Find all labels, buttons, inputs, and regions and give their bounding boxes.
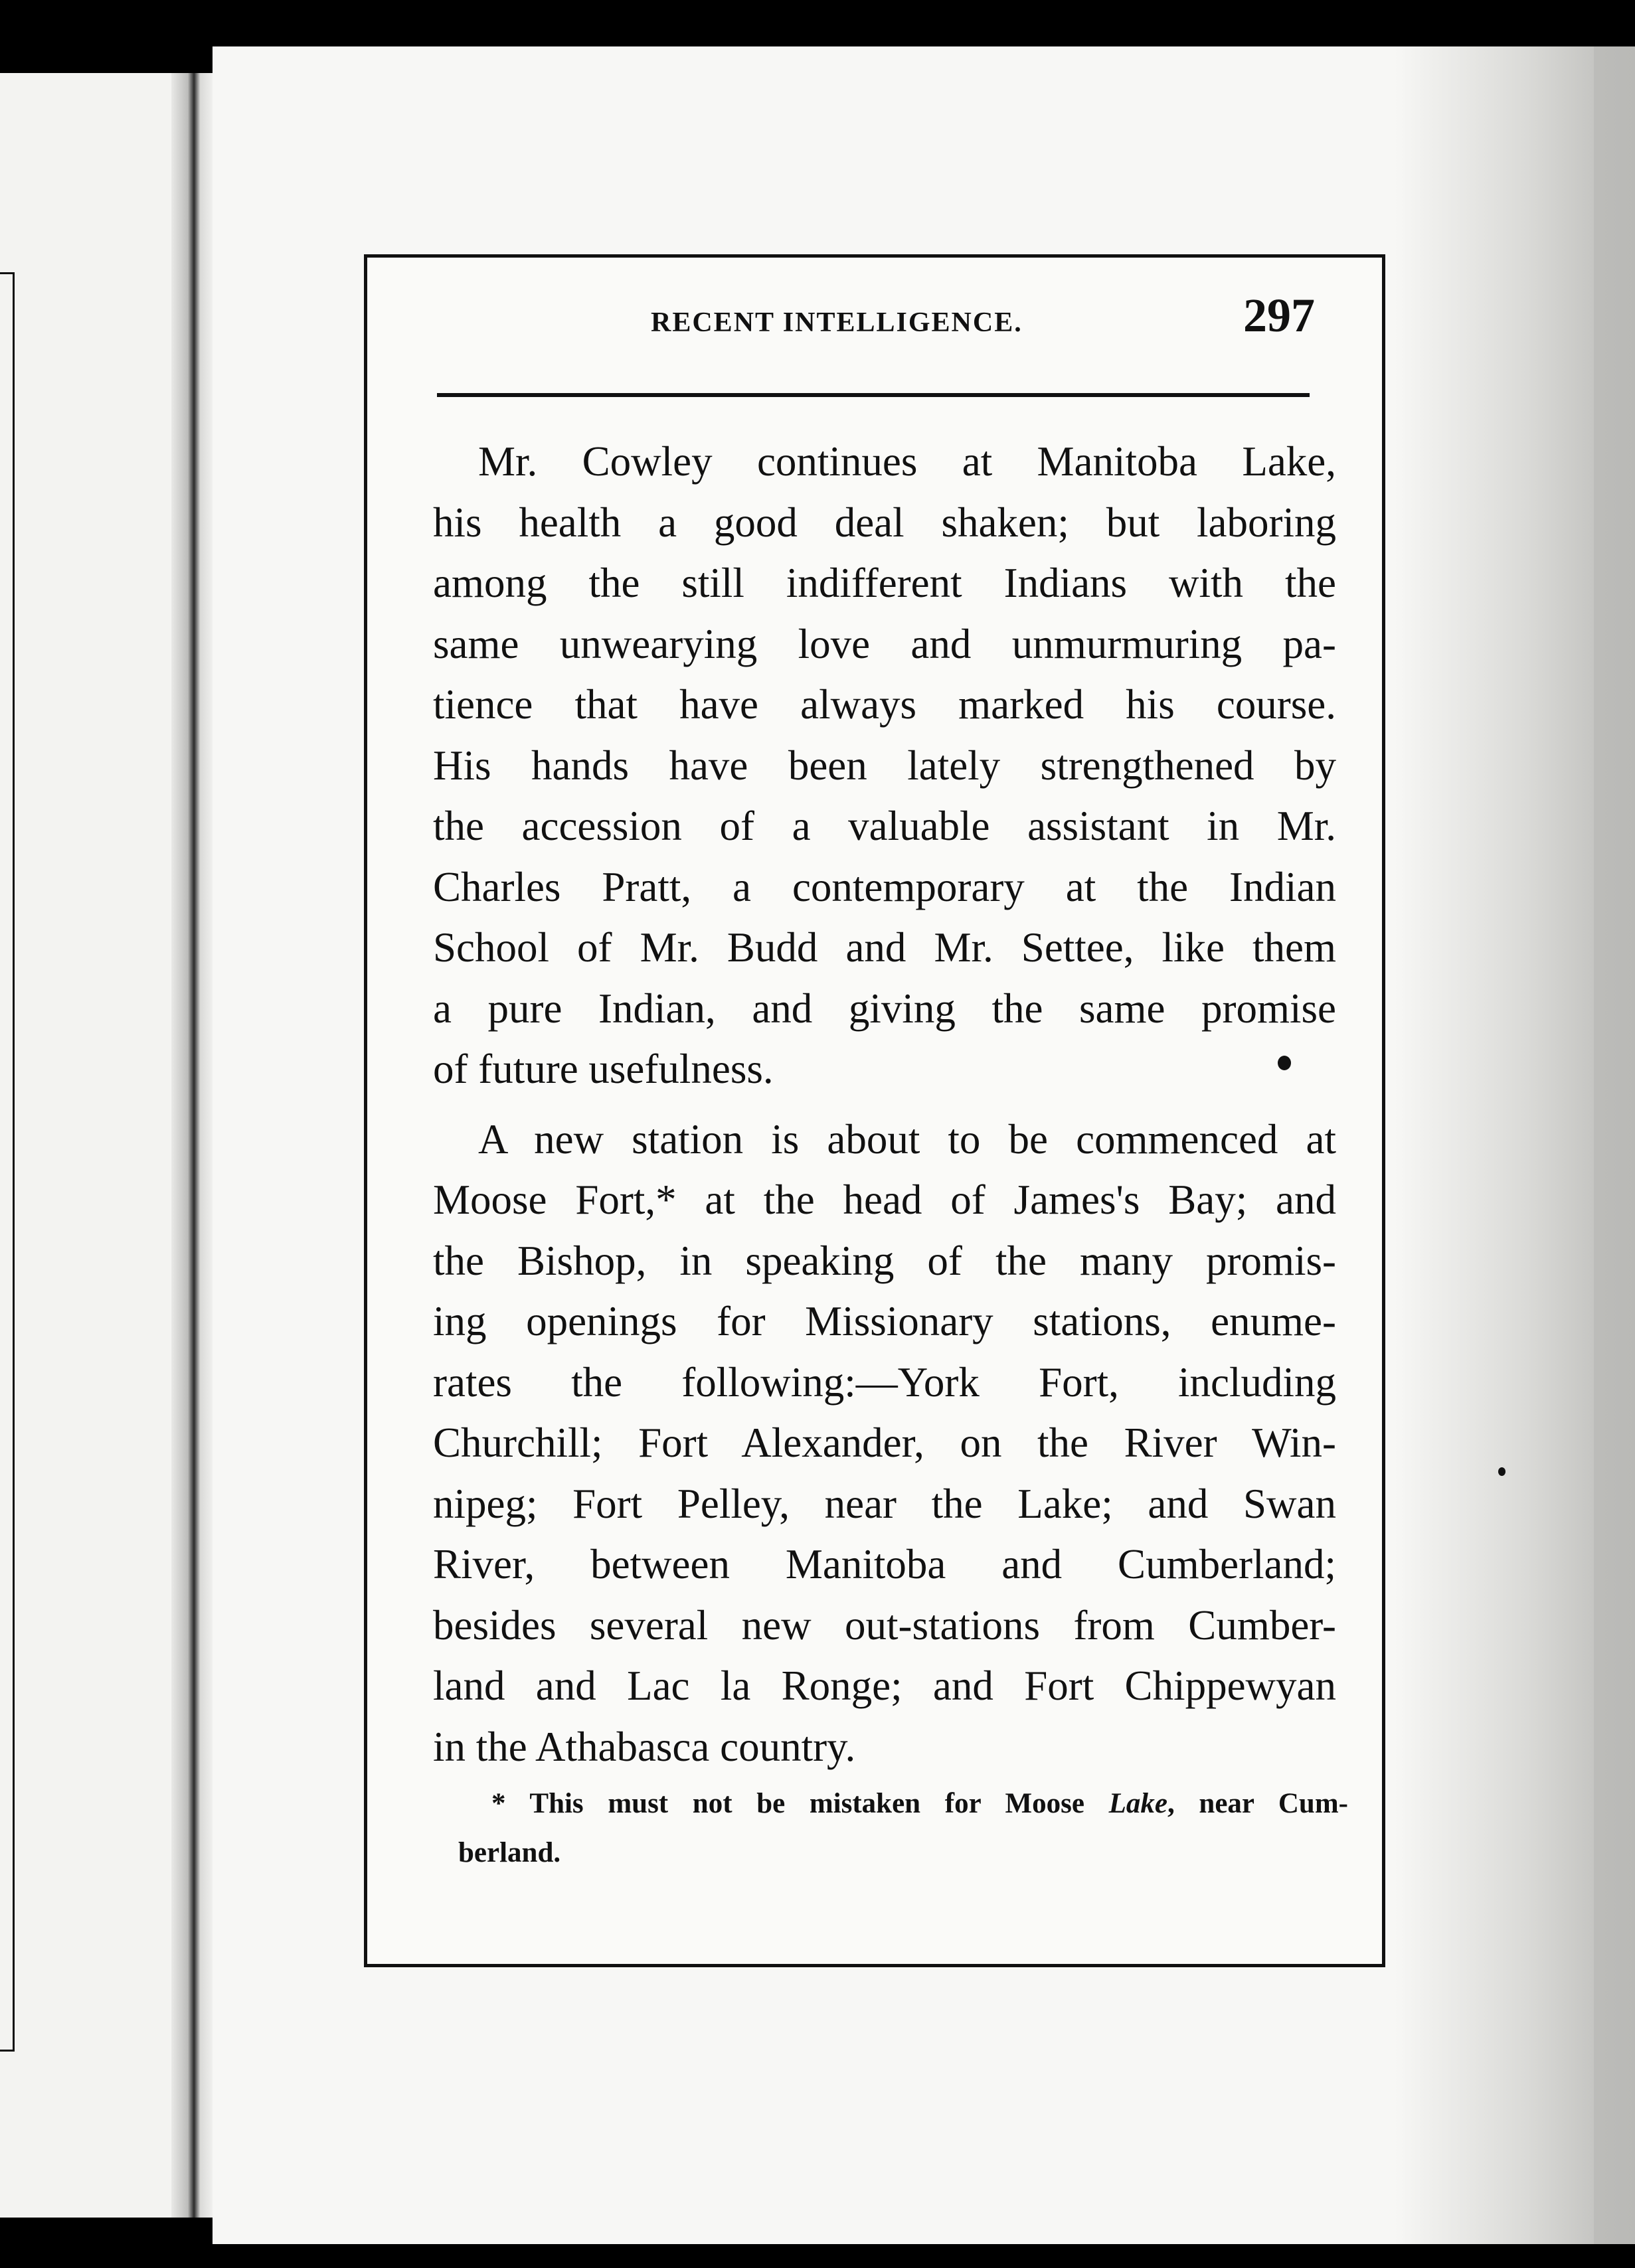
text-line: in the Athabasca country. [433, 1723, 856, 1770]
footnote-line: berland. [458, 1837, 561, 1868]
text-line: land and Lac la Ronge; and Fort Chippewyan [433, 1662, 1336, 1709]
text-line: nipeg; Fort Pelley, near the Lake; and Swan [433, 1480, 1336, 1527]
text-line: same unwearying love and unmurmuring pa- [433, 620, 1336, 667]
text-line: besides several new out-stations from Cumber- [433, 1601, 1336, 1649]
page-edge-shading [1395, 46, 1635, 2244]
footnote-italic-word: Lake [1108, 1788, 1167, 1819]
text-line: tience that have always marked his course. [433, 681, 1336, 728]
running-head-title: RECENT INTELLIGENCE. [651, 307, 1023, 338]
text-line: Churchill; Fort Alexander, on the River Win- [433, 1419, 1336, 1466]
page-number: 297 [1243, 289, 1315, 342]
text-line: a pure Indian, and giving the same promise [433, 985, 1336, 1032]
text-line: School of Mr. Budd and Mr. Settee, like them [433, 924, 1336, 971]
text-line: Moose Fort,* at the head of James's Bay; and [433, 1176, 1336, 1223]
footnote [458, 1779, 1348, 1878]
body-text [433, 432, 1336, 1777]
text-line: rates the following:—York Fort, including [433, 1358, 1336, 1406]
text-line: His hands have been lately strengthened by [433, 742, 1336, 789]
text-line: Mr. Cowley continues at Manitoba Lake, [478, 438, 1336, 485]
header-rule [437, 393, 1310, 397]
footnote-text: , near Cum- [1167, 1788, 1348, 1819]
running-head [432, 285, 1315, 359]
text-line: Charles Pratt, a contemporary at the Indian [433, 863, 1336, 910]
paragraph-1 [433, 432, 1336, 1100]
ink-speck [1498, 1467, 1506, 1476]
text-line: of future usefulness. [433, 1046, 774, 1092]
left-page-edge [0, 73, 193, 2218]
paragraph-2 [433, 1109, 1336, 1778]
text-line: ing openings for Missionary stations, enume- [433, 1298, 1336, 1344]
footnote-text: * This must not be mistaken for Moose [491, 1788, 1109, 1819]
text-line: the Bishop, in speaking of the many promis- [433, 1237, 1336, 1284]
text-line: A new station is about to be commenced at [478, 1115, 1336, 1163]
text-line: River, between Manitoba and Cumberland; [433, 1541, 1336, 1587]
ink-speck [1278, 1056, 1291, 1070]
book-gutter [171, 73, 213, 2218]
text-line: the accession of a valuable assistant in Mr. [433, 803, 1336, 849]
text-line: among the still indifferent Indians with the [433, 560, 1336, 606]
left-page-frame-edge [0, 272, 15, 2052]
footnote-line [458, 1779, 1348, 1828]
text-line: his health a good deal shaken; but laboring [433, 499, 1336, 546]
